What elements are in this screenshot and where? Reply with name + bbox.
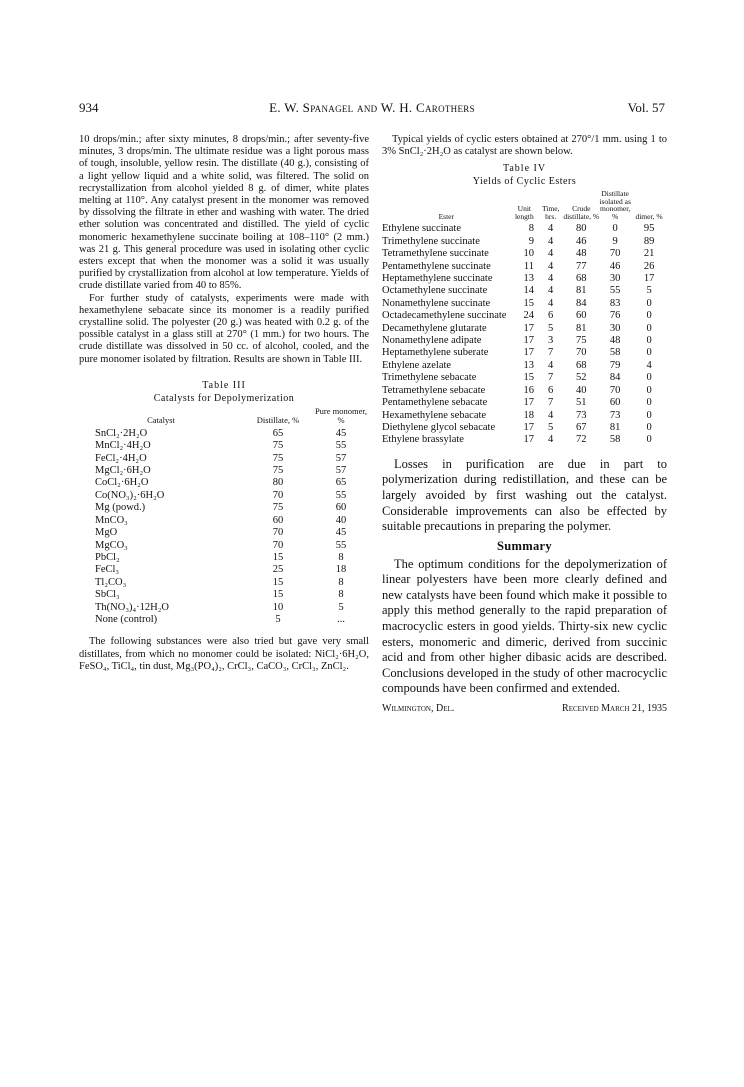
crude-cell: 70 [576, 347, 587, 359]
time-cell: 5 [548, 322, 554, 334]
table3-title: Table III [202, 379, 246, 391]
table-row [79, 440, 369, 452]
table3-header-monomer: Pure monomer, % [314, 405, 368, 425]
crude-cell: 51 [576, 397, 587, 409]
catalyst-cell: Mg (powd.) [95, 502, 146, 514]
monomer-cell: 55 [609, 285, 621, 297]
table-row [79, 453, 369, 465]
unit-length-cell: 24 [523, 310, 535, 322]
crude-cell: 72 [576, 434, 587, 446]
table4-intro: Typical yields of cyclic esters obtained at 270°/1 mm. using 1 to 3% SnCl₂·2H₂O as catalyst are shown below. [382, 134, 667, 158]
ester-cell: Ethylene brassylate [382, 434, 464, 446]
time-cell: 4 [548, 434, 554, 446]
unit-length-cell: 18 [523, 409, 535, 421]
monomer-cell: 45 [335, 427, 347, 439]
monomer-cell: 70 [609, 384, 621, 396]
table-row [382, 335, 667, 347]
dimer-cell: 0 [646, 347, 652, 359]
table4-header-ester: Ester [438, 211, 455, 221]
catalyst-cell: Co(NO₃)₂·6H₂O [95, 489, 165, 501]
distillate-cell: 15 [272, 576, 284, 588]
table4-header-time: Time, hrs. [541, 204, 560, 221]
dimer-cell: 0 [646, 297, 652, 309]
table-row [382, 434, 667, 446]
table-row [382, 347, 667, 359]
unit-length-cell: 17 [523, 322, 535, 334]
table3-header-row [79, 407, 369, 428]
monomer-cell: 8 [338, 589, 344, 601]
time-cell: 4 [548, 248, 554, 260]
catalyst-cell: PbCl₂ [95, 551, 120, 563]
dimer-cell: 5 [646, 285, 652, 297]
crude-cell: 52 [576, 372, 587, 384]
dimer-cell: 0 [646, 372, 652, 384]
ester-cell: Ethylene azelate [382, 359, 452, 371]
ester-cell: Octamethylene succinate [382, 285, 488, 297]
monomer-cell: 8 [338, 576, 344, 588]
distillate-cell: 15 [272, 551, 284, 563]
ester-cell: Nonamethylene succinate [382, 297, 491, 309]
dimer-cell: 0 [646, 384, 652, 396]
table-row [79, 589, 369, 601]
monomer-cell: 0 [612, 223, 618, 235]
ester-cell: Pentamethylene succinate [382, 260, 491, 272]
procedure-paragraph: 10 drops/min.; after sixty minutes, 8 drops/min.; after seventy-five minutes, 3 drops/min. The ultimate residue was a light porous mass of tough, insoluble, yellow resin. The distillate (40 g.), consisting of a light yellow liquid and a white solid, was filtered. The solid on recrystallization from alcohol yielded 8 g. of dimer, white plates melting at 110°. Any catalyst present in the monomer was removed by dissolving the filtrate in ether and washing with water. The dried ether solution was concentrated and distilled. The yield of cyclic monomeric hexamethylene succinate boiling at 108–110° (2 mm.) was 21 g. This general procedure was used in isolating other cyclic esters except that when the monomer was a solid it was usually purified by crystallization from alcohol at low temperature. Yields of crude distillate varied from 40 to 85%. [79, 134, 369, 292]
dimer-cell: 26 [643, 260, 655, 272]
monomer-cell: 55 [335, 489, 347, 501]
monomer-cell: 46 [609, 260, 621, 272]
table-row [79, 465, 369, 477]
losses-paragraph: Losses in purification are due in part to polymerization during redistillation, and these can be largely avoided by first washing out the catalyst. Considerable improvements can also be effected by suitable precautions in preparing the polymer. [382, 456, 667, 534]
table4-header-row [382, 190, 667, 223]
received-date: Received March 21, 1935 [562, 703, 667, 715]
crude-cell: 80 [576, 223, 587, 235]
table4-title: Table IV [502, 163, 547, 175]
unit-length-cell: 15 [523, 372, 535, 384]
table4-header-unit-length: Unit length [514, 204, 534, 221]
table-row [382, 422, 667, 434]
catalyst-cell: MnCO₃ [95, 514, 128, 526]
crude-cell: 68 [576, 273, 587, 285]
crude-cell: 75 [576, 335, 587, 347]
crude-cell: 68 [576, 359, 587, 371]
distillate-cell: 5 [275, 613, 281, 625]
right-column [382, 134, 667, 717]
time-cell: 7 [548, 372, 554, 384]
table-row [79, 614, 369, 626]
ester-cell: Decamethylene glutarate [382, 322, 487, 334]
dimer-cell: 4 [646, 359, 652, 371]
catalyst-cell: Th(NO₃)₄·12H₂O [95, 601, 169, 613]
time-cell: 7 [548, 397, 554, 409]
catalyst-cell: MgCl₂·6H₂O [95, 465, 151, 477]
time-cell: 4 [548, 273, 554, 285]
table-row [382, 310, 667, 322]
monomer-cell: 60 [609, 397, 621, 409]
ester-cell: Pentamethylene sebacate [382, 397, 488, 409]
crude-cell: 48 [576, 248, 587, 260]
table3-body [79, 428, 369, 627]
table3-footnote: The following substances were also tried but gave very small distillates, from which no monomer could be isolated: NiCl₂·6H₂O, FeSO₄, TiCl₄, tin dust, Mg₃(PO₄)₂, CrCl₃, CaCO₃, CrCl₃, ZnCl₂. [79, 636, 369, 672]
ester-cell: Diethylene glycol sebacate [382, 421, 496, 433]
catalyst-cell: MgO [95, 527, 118, 539]
ester-cell: Heptamethylene succinate [382, 273, 493, 285]
table4-header-dimer: dimer, % [635, 211, 663, 221]
dimer-cell: 89 [643, 235, 655, 247]
crude-cell: 73 [576, 409, 587, 421]
table-row [382, 410, 667, 422]
distillate-cell: 75 [272, 502, 284, 514]
monomer-cell: 58 [609, 434, 621, 446]
unit-length-cell: 13 [523, 359, 535, 371]
time-cell: 4 [548, 235, 554, 247]
monomer-cell: 81 [609, 421, 621, 433]
monomer-cell: 55 [335, 539, 347, 551]
distillate-cell: 80 [272, 477, 284, 489]
monomer-cell: 84 [609, 372, 621, 384]
summary-paragraph: The optimum conditions for the depolymerization of linear polyesters have been more clearly defined and new catalysts have been found which make it possible to apply this method generally to the rapid preparation of macrocyclic esters in good yields. Thirty-six new cyclic esters, monomeric and dimeric, derived from succinic acid and from other higher dibasic acids are described. Conclusions developed in the study of other macrocyclic compounds have been confirmed and extended. [382, 556, 667, 696]
table4 [382, 190, 667, 446]
catalyst-cell: SbCl₃ [95, 589, 120, 601]
table-row [79, 540, 369, 552]
time-cell: 6 [548, 384, 554, 396]
time-cell: 4 [548, 297, 554, 309]
distillate-cell: 75 [272, 452, 284, 464]
ester-cell: Octadecamethylene succinate [382, 310, 507, 322]
monomer-cell: 83 [609, 297, 621, 309]
monomer-cell: 76 [609, 310, 621, 322]
monomer-cell: 55 [335, 440, 347, 452]
ester-cell: Tetramethylene succinate [382, 248, 489, 260]
monomer-cell: 45 [335, 527, 347, 539]
catalyst-cell: FeCl₃ [95, 564, 120, 576]
running-authors: E. W. Spanagel and W. H. Carothers [269, 100, 475, 115]
location: Wilmington, Del. [382, 703, 455, 715]
dimer-cell: 95 [643, 223, 655, 235]
table4-header-monomer: Distillate isolated as monomer, % [599, 189, 631, 221]
running-header [79, 100, 665, 116]
monomer-cell: 40 [335, 514, 347, 526]
table-row [382, 285, 667, 297]
dimer-cell: 0 [646, 421, 652, 433]
monomer-cell: 57 [335, 465, 347, 477]
table-row [79, 602, 369, 614]
table-row [79, 490, 369, 502]
distillate-cell: 70 [272, 539, 284, 551]
table4-subtitle: Yields of Cyclic Esters [472, 176, 577, 188]
crude-cell: 46 [576, 235, 587, 247]
volume-label: Vol. 57 [627, 100, 665, 115]
table-row [79, 564, 369, 576]
table3-header-catalyst: Catalyst [147, 414, 175, 425]
catalyst-cell: MgCO₃ [95, 539, 128, 551]
table-row [79, 552, 369, 564]
time-cell: 4 [548, 409, 554, 421]
catalyst-study-paragraph: For further study of catalysts, experiments were made with hexamethylene sebacate since its monomer is a readily purified crystalline solid. The polyester (20 g.) was heated with 0.2 g. of the possible catalyst in a glass still at 270° (1 mm.) for two hours. The crude distillate was dissolved in 50 cc. of alcohol, cooled, and the pure monomer isolated by filtration. Results are shown in Table III. [79, 292, 369, 365]
distillate-cell: 65 [272, 427, 284, 439]
table-row [382, 385, 667, 397]
catalyst-cell: Tl₂CO₃ [95, 576, 127, 588]
distillate-cell: 15 [272, 589, 284, 601]
table4-body [382, 223, 667, 446]
table-row [382, 298, 667, 310]
time-cell: 4 [548, 223, 554, 235]
unit-length-cell: 13 [523, 273, 535, 285]
dimer-cell: 0 [646, 434, 652, 446]
unit-length-cell: 17 [523, 397, 535, 409]
unit-length-cell: 17 [523, 421, 535, 433]
monomer-cell: ... [337, 613, 345, 625]
monomer-cell: 9 [612, 235, 618, 247]
monomer-cell: 18 [335, 564, 347, 576]
table3-subtitle: Catalysts for Depolymerization [153, 392, 295, 404]
distillate-cell: 70 [272, 489, 284, 501]
unit-length-cell: 9 [528, 235, 535, 247]
catalyst-cell: SnCl₂·2H₂O [95, 427, 148, 439]
table3 [79, 407, 369, 627]
unit-length-cell: 10 [523, 248, 535, 260]
left-column [79, 134, 369, 673]
table-row [79, 527, 369, 539]
crude-cell: 81 [576, 285, 587, 297]
monomer-cell: 73 [609, 409, 621, 421]
unit-length-cell: 14 [523, 285, 535, 297]
unit-length-cell: 17 [523, 335, 535, 347]
unit-length-cell: 11 [523, 260, 535, 272]
catalyst-cell: FeCl₂·4H₂O [95, 452, 147, 464]
table-row [382, 372, 667, 384]
time-cell: 3 [548, 335, 554, 347]
ester-cell: Tetramethylene sebacate [382, 384, 486, 396]
time-cell: 4 [548, 260, 554, 272]
dimer-cell: 0 [646, 409, 652, 421]
unit-length-cell: 15 [523, 297, 535, 309]
monomer-cell: 8 [338, 551, 344, 563]
unit-length-cell: 17 [523, 434, 535, 446]
table-row [382, 261, 667, 273]
distillate-cell: 60 [272, 514, 284, 526]
table-row [382, 397, 667, 409]
table-row [382, 323, 667, 335]
distillate-cell: 10 [272, 601, 284, 613]
dimer-cell: 0 [646, 397, 652, 409]
monomer-cell: 48 [609, 335, 621, 347]
ester-cell: Trimethylene succinate [382, 235, 480, 247]
monomer-cell: 79 [609, 359, 621, 371]
distillate-cell: 70 [272, 527, 284, 539]
catalyst-cell: None (control) [95, 613, 158, 625]
ester-cell: Heptamethylene suberate [382, 347, 489, 359]
dimer-cell: 0 [646, 335, 652, 347]
table-row [382, 236, 667, 248]
crude-cell: 67 [576, 421, 587, 433]
crude-cell: 77 [576, 260, 587, 272]
crude-cell: 84 [576, 297, 587, 309]
distillate-cell: 75 [272, 440, 284, 452]
monomer-cell: 70 [609, 248, 621, 260]
crude-cell: 60 [576, 310, 587, 322]
table-row [79, 477, 369, 489]
monomer-cell: 30 [609, 322, 621, 334]
monomer-cell: 60 [335, 502, 347, 514]
time-cell: 7 [548, 347, 554, 359]
time-cell: 4 [548, 285, 554, 297]
unit-length-cell: 16 [523, 384, 535, 396]
monomer-cell: 30 [609, 273, 621, 285]
catalyst-cell: CoCl₂·6H₂O [95, 477, 149, 489]
dimer-cell: 0 [646, 322, 652, 334]
table-row [79, 577, 369, 589]
dimer-cell: 0 [646, 310, 652, 322]
table-row [79, 502, 369, 514]
table-row [382, 248, 667, 260]
table-row [382, 360, 667, 372]
crude-cell: 40 [576, 384, 587, 396]
catalyst-cell: MnCl₂·4H₂O [95, 440, 151, 452]
signature-line [382, 703, 667, 717]
time-cell: 4 [548, 359, 554, 371]
time-cell: 5 [548, 421, 554, 433]
table-row [79, 428, 369, 440]
table-row [79, 515, 369, 527]
ester-cell: Trimethylene sebacate [382, 372, 477, 384]
dimer-cell: 17 [643, 273, 655, 285]
ester-cell: Nonamethylene adipate [382, 335, 482, 347]
unit-length-cell: 8 [528, 223, 535, 235]
time-cell: 6 [548, 310, 554, 322]
unit-length-cell: 17 [523, 347, 535, 359]
table-row [382, 273, 667, 285]
distillate-cell: 25 [272, 564, 284, 576]
dimer-cell: 21 [643, 248, 655, 260]
monomer-cell: 57 [335, 452, 347, 464]
summary-heading: Summary [497, 538, 552, 553]
page-number: 934 [79, 100, 99, 115]
table4-header-crude: Crude distillate, % [563, 204, 600, 221]
monomer-cell: 5 [338, 601, 344, 613]
table-row [382, 223, 667, 235]
monomer-cell: 58 [609, 347, 621, 359]
crude-cell: 81 [576, 322, 587, 334]
monomer-cell: 65 [335, 477, 347, 489]
ester-cell: Hexamethylene sebacate [382, 409, 487, 421]
table3-header-distillate: Distillate, % [256, 414, 300, 425]
distillate-cell: 75 [272, 465, 284, 477]
ester-cell: Ethylene succinate [382, 223, 462, 235]
